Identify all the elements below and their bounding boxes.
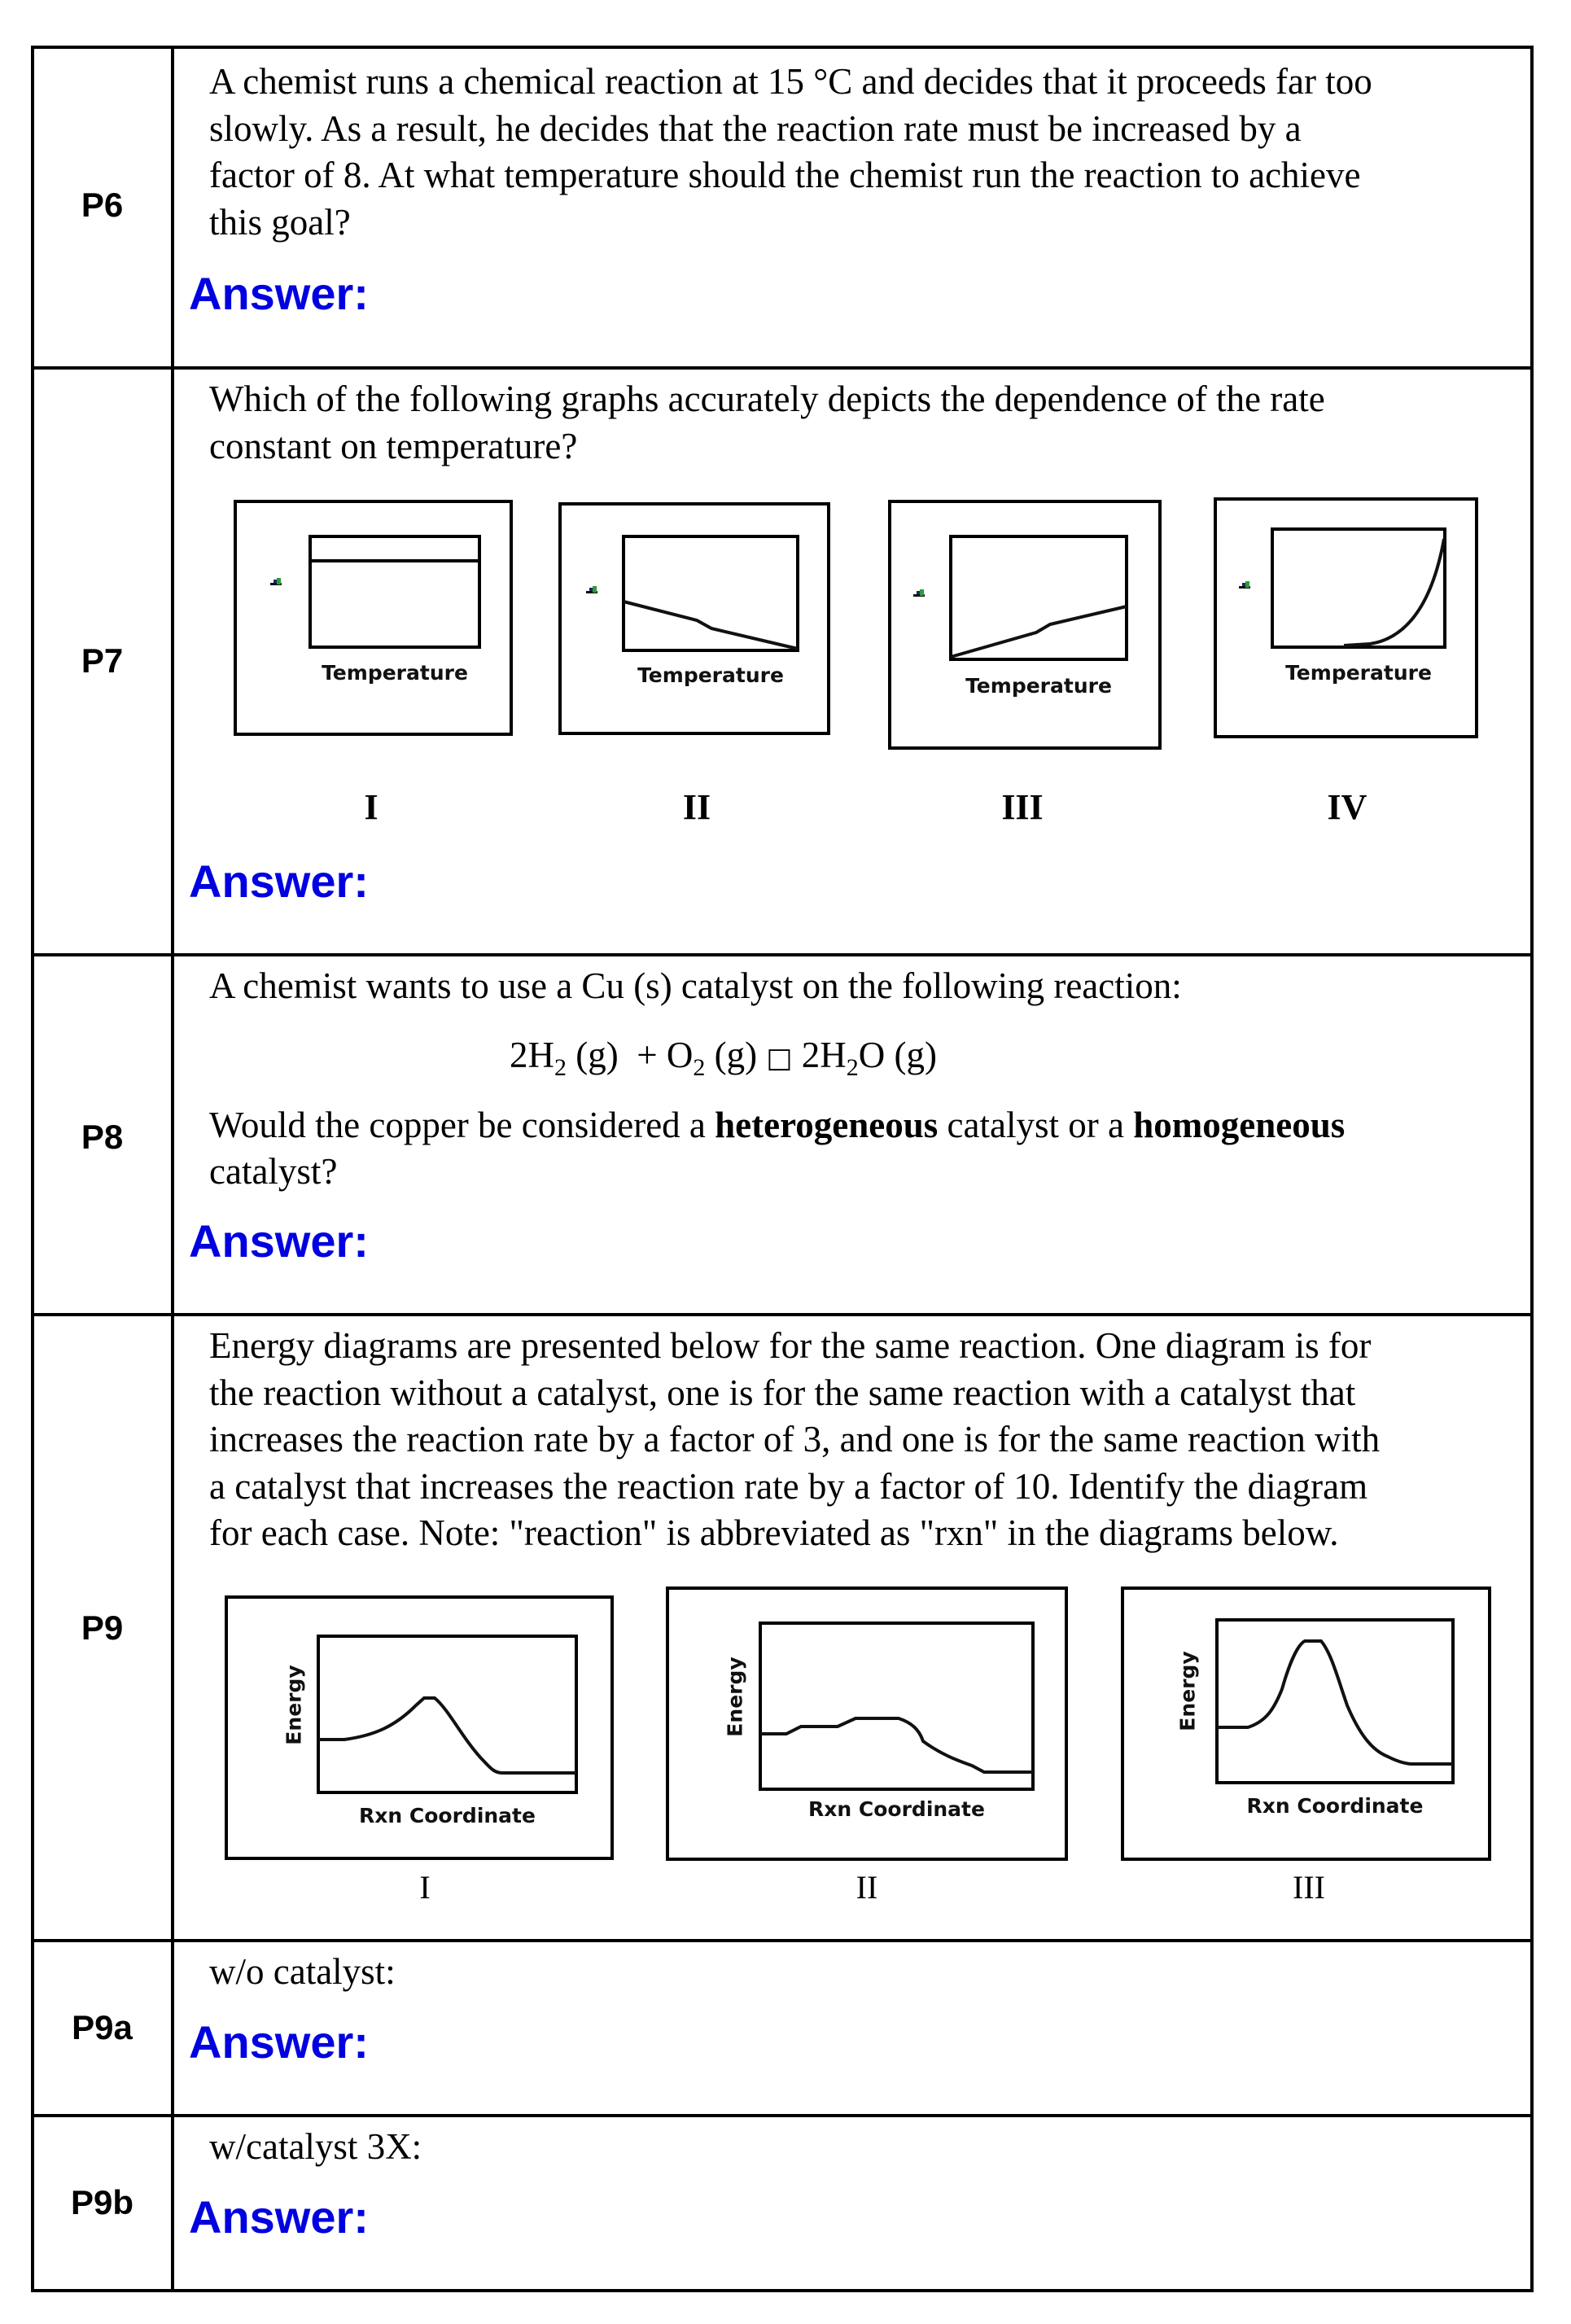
problem-label-p7: P7 [81, 641, 124, 680]
k-axis-label-icon [584, 584, 602, 596]
p9-diagram-ii-ylabel: Energy [723, 1657, 747, 1737]
table-border-top [31, 46, 1534, 49]
p7-graph-iii-xlabel: Temperature [965, 674, 1112, 698]
p7-graph-iv-curve [1272, 529, 1445, 647]
p7-graph-i-xlabel: Temperature [322, 661, 468, 685]
p9-diagram-i-xlabel: Rxn Coordinate [359, 1804, 536, 1827]
p9-line-2: the reaction without a catalyst, one is for the same reaction with a catalyst that [209, 1372, 1356, 1413]
table-border-left [31, 46, 34, 2292]
problem-label-p9b: P9b [70, 2183, 134, 2221]
column-divider [171, 46, 174, 2292]
problem-label-p8: P8 [81, 1118, 124, 1156]
p7-graph-iii-curve [951, 536, 1127, 659]
p9-line-4: a catalyst that increases the reaction rate by a factor of 10. Identify the diagram [209, 1465, 1368, 1507]
eq-lhs-a-state: (g) + O [567, 1035, 694, 1075]
p7-numeral-ii: II [682, 787, 711, 827]
p8-line-3: catalyst? [209, 1151, 338, 1192]
p7-graph-iv-xlabel: Temperature [1285, 661, 1432, 685]
eq-rhs-b: O (g) [858, 1035, 937, 1075]
p9-diagram-iii-xlabel: Rxn Coordinate [1246, 1794, 1424, 1818]
p7-graph-i-plot [309, 535, 481, 649]
p7-numeral-i: I [364, 787, 379, 827]
p8-answer-label: Answer: [189, 1215, 369, 1267]
k-axis-label-icon [269, 576, 287, 588]
p7-graph-ii-xlabel: Temperature [637, 663, 784, 687]
p6-line-4: this goal? [209, 201, 351, 243]
p9a-answer-label: Answer: [189, 2016, 369, 2068]
p9-line-1: Energy diagrams are presented below for the same reaction. One diagram is for [209, 1325, 1372, 1366]
p9-diagram-i-curve [318, 1636, 576, 1792]
p9-diagram-iii-ylabel: Energy [1175, 1651, 1200, 1731]
p6-line-2: slowly. As a result, he decides that the reaction rate must be increased by a [209, 107, 1302, 149]
p9-numeral-iii: III [1293, 1869, 1325, 1906]
k-axis-label-icon [912, 588, 930, 599]
p9-numeral-ii: II [856, 1869, 878, 1906]
table-border-right [1530, 46, 1534, 2292]
p8-line-1: A chemist wants to use a Cu (s) catalyst on the following reaction: [209, 965, 1182, 1006]
table-border-bottom [31, 2289, 1534, 2292]
p6-line-1: A chemist runs a chemical reaction at 15 °C and decides that it proceeds far too [209, 61, 1372, 102]
p7-line-1: Which of the following graphs accurately depicts the dependence of the rate [209, 379, 1325, 419]
k-axis-label-icon [1237, 580, 1255, 591]
p9-diagram-iii-curve [1217, 1620, 1453, 1783]
eq-rhs-a: 2H [792, 1035, 847, 1075]
p9-numeral-i: I [419, 1869, 431, 1906]
row-divider-p9 [31, 1939, 1534, 1942]
p8-text-a: Would the copper be considered a [209, 1105, 715, 1145]
p9-diagram-ii-curve [760, 1623, 1033, 1789]
row-divider-p9a [31, 2114, 1534, 2117]
eq-sub-1: 2 [554, 1054, 567, 1081]
p6-answer-label: Answer: [189, 268, 369, 319]
eq-lhs-a: 2H [510, 1035, 554, 1075]
p6-line-3: factor of 8. At what temperature should the chemist run the reaction to achieve [209, 155, 1361, 195]
eq-sub-2: 2 [693, 1054, 706, 1081]
row-divider-p8 [31, 1313, 1534, 1316]
p8-text-b: catalyst or a [938, 1105, 1134, 1145]
p9b-prompt: w/catalyst 3X: [209, 2126, 422, 2167]
p9-line-3: increases the reaction rate by a factor of 3, and one is for the same reaction with [209, 1419, 1381, 1460]
p9-diagram-i-ylabel: Energy [282, 1665, 306, 1745]
p7-numeral-iv: IV [1327, 787, 1368, 827]
row-divider-p6 [31, 366, 1534, 370]
p9-diagram-ii-xlabel: Rxn Coordinate [808, 1797, 985, 1821]
p7-numeral-iii: III [1001, 787, 1044, 827]
eq-lhs-b-state: (g) [705, 1035, 767, 1075]
p9a-prompt: w/o catalyst: [209, 1951, 396, 1992]
row-divider-p7 [31, 953, 1534, 956]
p9-line-5: for each case. Note: "reaction" is abbreviated as "rxn" in the diagrams below. [209, 1512, 1339, 1553]
problem-label-p6: P6 [81, 186, 124, 224]
p9-question [209, 1323, 1528, 1557]
p7-graph-i-line [309, 559, 481, 562]
reaction-arrow-icon: □ [766, 1042, 793, 1074]
problem-label-p9a: P9a [72, 2008, 133, 2046]
p7-answer-label: Answer: [189, 856, 369, 907]
p8-line-2 [209, 1102, 1520, 1149]
p9b-answer-label: Answer: [189, 2191, 369, 2243]
p7-question [209, 376, 1520, 470]
p7-graph-ii-curve [624, 536, 798, 650]
problem-label-p9: P9 [81, 1608, 124, 1647]
p7-line-2: constant on temperature? [209, 425, 578, 466]
eq-sub-3: 2 [846, 1054, 859, 1081]
p8-bold-homogeneous: homogeneous [1133, 1105, 1346, 1145]
p6-question [209, 59, 1520, 246]
p8-equation [510, 1032, 937, 1092]
p8-bold-heterogeneous: heterogeneous [715, 1105, 939, 1145]
